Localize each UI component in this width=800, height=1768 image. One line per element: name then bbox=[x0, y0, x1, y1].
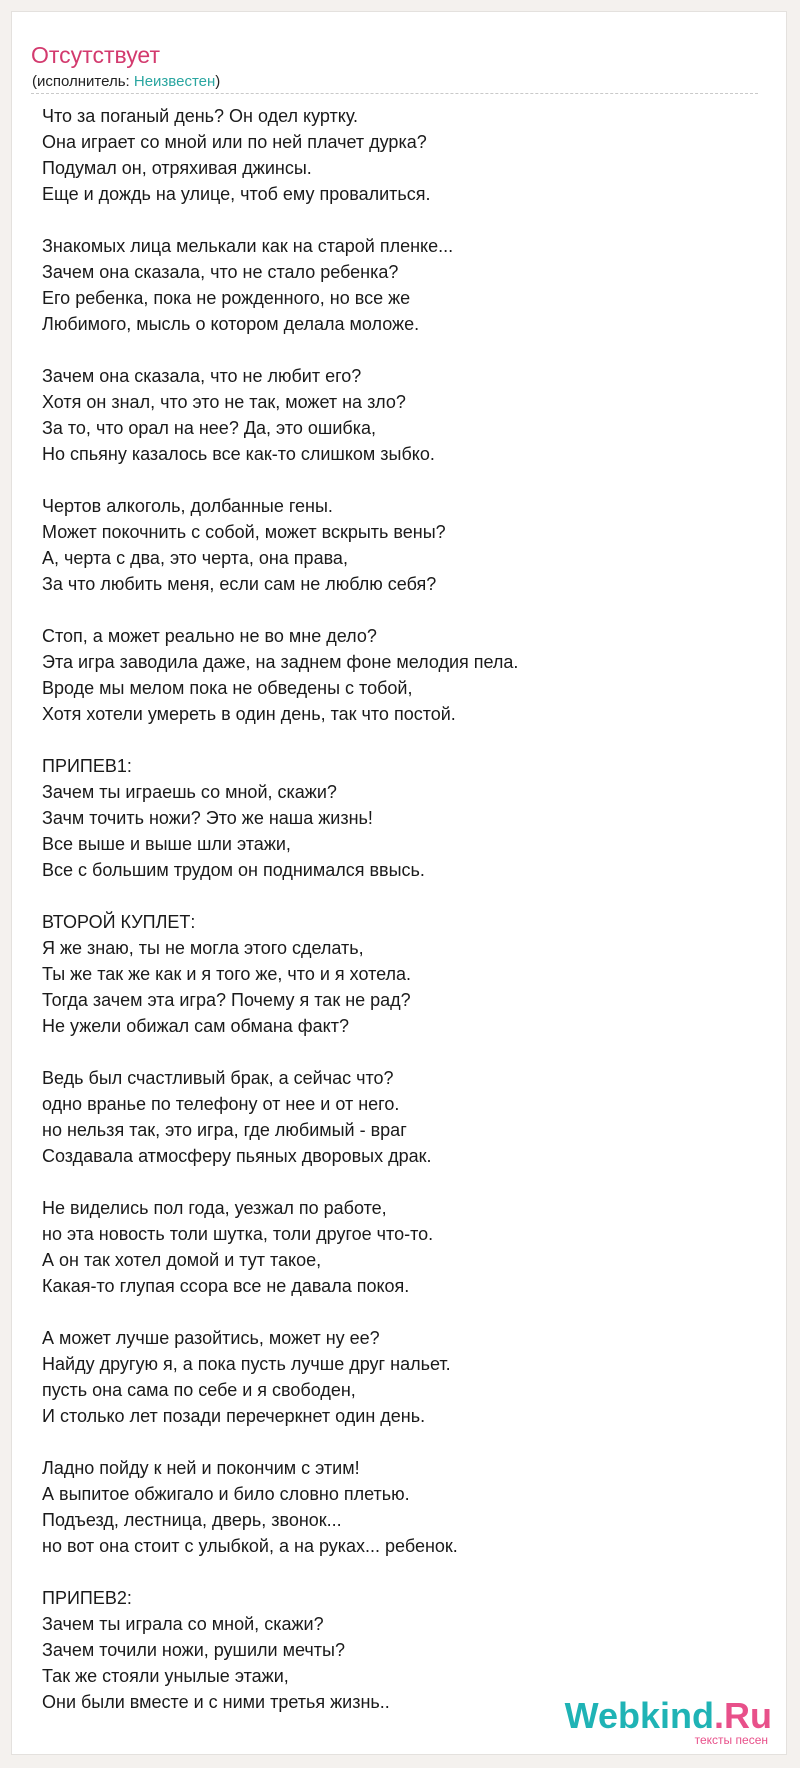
lyric-line: Зачм точить ножи? Это же наша жизнь! bbox=[42, 808, 373, 828]
lyric-line: Я же знаю, ты не могла этого сделать, bbox=[42, 938, 364, 958]
lyric-line: Зачем ты играла со мной, скажи? bbox=[42, 1614, 324, 1634]
lyric-line: Подумал он, отряхивая джинсы. bbox=[42, 158, 312, 178]
lyric-line: Все с большим трудом он поднимался ввысь. bbox=[42, 860, 425, 880]
lyric-line: А может лучше разойтись, может ну ее? bbox=[42, 1328, 380, 1348]
logo-tagline: тексты песен bbox=[694, 1733, 768, 1747]
lyrics-text bbox=[42, 103, 742, 1715]
lyric-line: Ладно пойду к ней и покончим с этим! bbox=[42, 1458, 360, 1478]
lyric-line: Знакомых лица мелькали как на старой пленке... bbox=[42, 236, 454, 256]
artist-line bbox=[32, 73, 220, 91]
artist-prefix: (исполнитель: bbox=[32, 73, 134, 90]
stanza bbox=[42, 753, 742, 883]
stanza bbox=[42, 1325, 742, 1429]
lyric-line: но вот она стоит с улыбкой, а на руках... ребенок. bbox=[42, 1536, 458, 1556]
lyric-line: ВТОРОЙ КУПЛЕТ: bbox=[42, 912, 196, 932]
lyric-line: но эта новость толи шутка, толи другое что-то. bbox=[42, 1224, 434, 1244]
lyric-line: Зачем она сказала, что не любит его? bbox=[42, 366, 362, 386]
lyric-line: Все выше и выше шли этажи, bbox=[42, 834, 291, 854]
title-divider bbox=[31, 93, 758, 94]
site-logo[interactable] bbox=[564, 1695, 772, 1747]
lyric-line: Ты же так же как и я того же, что и я хотела. bbox=[42, 964, 412, 984]
lyric-line: Эта игра заводила даже, на заднем фоне мелодия пела. bbox=[42, 652, 519, 672]
lyric-line: Не ужели обижал сам обмана факт? bbox=[42, 1016, 349, 1036]
lyric-line: Еще и дождь на улице, чтоб ему провалиться. bbox=[42, 184, 431, 204]
lyric-line: Его ребенка, пока не рожденного, но все же bbox=[42, 288, 411, 308]
artist-link[interactable]: Неизвестен bbox=[133, 73, 216, 90]
stanza bbox=[42, 363, 742, 467]
lyric-line: Вроде мы мелом пока не обведены с тобой, bbox=[42, 678, 413, 698]
lyric-line: одно вранье по телефону от нее и от него. bbox=[42, 1094, 400, 1114]
stanza bbox=[42, 1065, 742, 1169]
lyric-line: А выпитое обжигало и било словно плетью. bbox=[42, 1484, 410, 1504]
lyric-line: А он так хотел домой и тут такое, bbox=[42, 1250, 322, 1270]
lyric-line: Хотя он знал, что это не так, может на зло? bbox=[42, 392, 406, 412]
logo-brand: Webkind bbox=[564, 1695, 714, 1736]
lyric-line: За то, что орал на нее? Да, это ошибка, bbox=[42, 418, 376, 438]
lyric-line: Создавала атмосферу пьяных дворовых драк. bbox=[42, 1146, 432, 1166]
lyric-line: Что за поганый день? Он одел куртку. bbox=[42, 106, 359, 126]
lyric-line: Чертов алкоголь, долбанные гены. bbox=[42, 496, 333, 516]
lyric-line: Не виделись пол года, уезжал по работе, bbox=[42, 1198, 387, 1218]
lyric-line: И столько лет позади перечеркнет один день. bbox=[42, 1406, 426, 1426]
lyric-line: но нельзя так, это игра, где любимый - враг bbox=[42, 1120, 407, 1140]
lyric-line: Любимого, мысль о котором делала моложе. bbox=[42, 314, 420, 334]
lyric-line: Зачем точили ножи, рушили мечты? bbox=[42, 1640, 345, 1660]
lyric-line: Может покочнить с собой, может вскрыть вены? bbox=[42, 522, 446, 542]
lyric-line: Так же стояли унылые этажи, bbox=[42, 1666, 289, 1686]
stanza bbox=[42, 493, 742, 597]
stanza bbox=[42, 233, 742, 337]
lyric-line: Она играет со мной или по ней плачет дурка? bbox=[42, 132, 427, 152]
lyric-line: Зачем ты играешь со мной, скажи? bbox=[42, 782, 337, 802]
logo-wordmark bbox=[564, 1695, 772, 1736]
lyric-line: За что любить меня, если сам не люблю себя? bbox=[42, 574, 437, 594]
lyric-line: Какая-то глупая ссора все не давала покоя. bbox=[42, 1276, 410, 1296]
lyric-line: Найду другую я, а пока пусть лучше друг нальет. bbox=[42, 1354, 451, 1374]
lyric-line: Хотя хотели умереть в один день, так что постой. bbox=[42, 704, 456, 724]
stanza bbox=[42, 909, 742, 1039]
lyric-line: Они были вместе и с ними третья жизнь.. bbox=[42, 1692, 390, 1712]
lyric-line: Зачем она сказала, что не стало ребенка? bbox=[42, 262, 399, 282]
stanza bbox=[42, 103, 742, 207]
lyric-line: Подъезд, лестница, дверь, звонок... bbox=[42, 1510, 342, 1530]
song-title: Отсутствует bbox=[31, 42, 160, 68]
stanza bbox=[42, 1455, 742, 1559]
stanza bbox=[42, 623, 742, 727]
lyric-line: Ведь был счастливый брак, а сейчас что? bbox=[42, 1068, 394, 1088]
lyric-line: Тогда зачем эта игра? Почему я так не рад? bbox=[42, 990, 411, 1010]
lyric-line: А, черта с два, это черта, она права, bbox=[42, 548, 348, 568]
logo-tld: .Ru bbox=[714, 1695, 772, 1736]
lyric-line: Стоп, а может реально не во мне дело? bbox=[42, 626, 377, 646]
artist-suffix: ) bbox=[215, 73, 221, 90]
lyric-line: пусть она сама по себе и я свободен, bbox=[42, 1380, 356, 1400]
stanza bbox=[42, 1195, 742, 1299]
lyric-line: ПРИПЕВ2: bbox=[42, 1588, 132, 1608]
lyric-line: Но спьяну казалось все как-то слишком зыбко. bbox=[42, 444, 435, 464]
lyric-line: ПРИПЕВ1: bbox=[42, 756, 132, 776]
